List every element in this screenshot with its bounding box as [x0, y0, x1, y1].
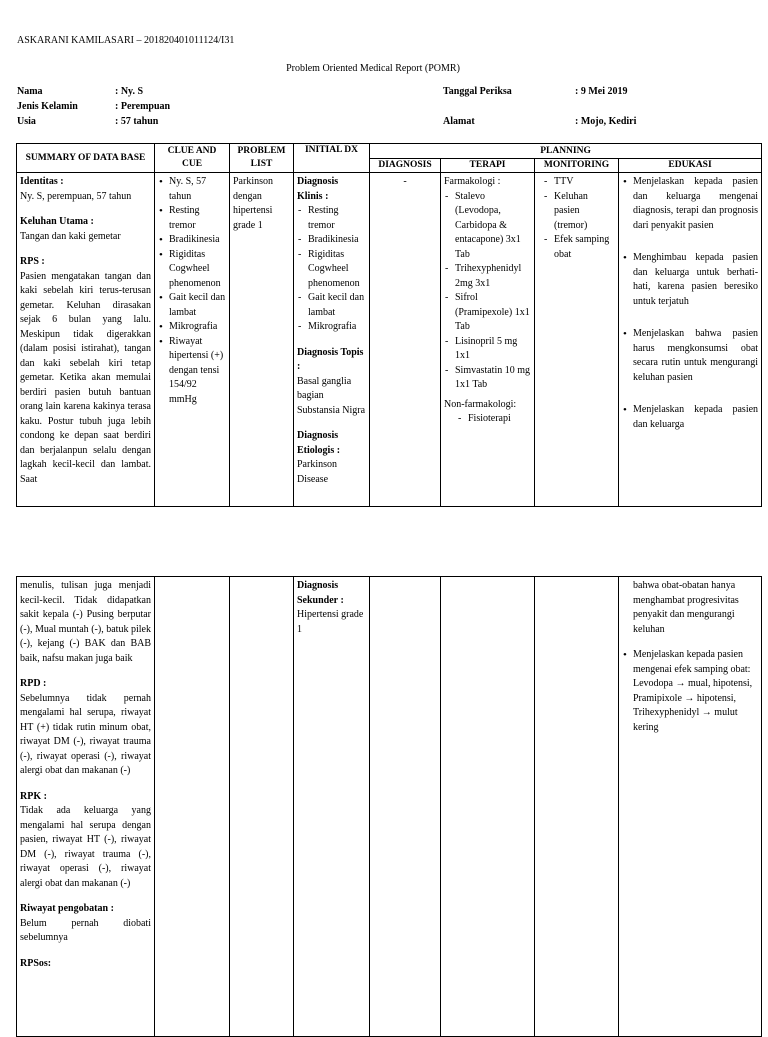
edukasi-cell-continued: [619, 577, 762, 1037]
clue-item: • Riwayat hipertensi (+) dengan tensi 154/92 mmHg: [169, 335, 226, 408]
header-summary: SUMMARY OF DATA BASE: [17, 144, 155, 173]
usia-label: Usia: [17, 116, 36, 127]
author-line: ASKARANI KAMILASARI – 201820401011124/I31: [17, 35, 235, 46]
farmakologi-label: Farmakologi :: [444, 176, 501, 187]
clue-cell-continued: [155, 577, 230, 1037]
farmakologi-item: - Stalevo (Levodopa, Carbidopa & entacapone) 3x1 Tab: [455, 190, 531, 263]
header-terapi: TERAPI: [441, 159, 535, 173]
summary-cell: [17, 173, 155, 507]
clue-item: • Rigiditas Cogwheel phenomenon: [169, 248, 226, 292]
keluhan-utama-text: Tangan dan kaki gemetar: [20, 230, 121, 242]
clue-item: • Mikrografia: [169, 320, 226, 335]
farmakologi-item: - Simvastatin 10 mg 1x1 Tab: [455, 364, 531, 393]
edukasi-item: • Menjelaskan kepada pasien dan keluarga: [633, 403, 758, 432]
summary-continued-text: menulis, tulisan juga menjadi kecil-kecil. Tidak didapatkan sakit kepala (-) Pusing berputar (-), Mual muntah (-), batuk pilek (-), kejang (-) BAK dan BAB baik, nafsu makan juga baik: [20, 580, 151, 664]
initial-dx-cell-continued: [294, 577, 370, 1037]
diagnosis-klinis-item: - Gait kecil dan lambat: [308, 291, 366, 320]
header-edukasi: EDUKASI: [619, 159, 762, 173]
clue-item: • Ny. S, 57 tahun: [169, 175, 226, 204]
edukasi-item: • Menghimbau kepada pasien dan keluarga untuk berhati-hati, karena pasien beresiko untuk terjatuh: [633, 251, 758, 309]
header-initial-dx: INITIAL DX: [294, 144, 370, 173]
monitoring-item: - Efek samping obat: [554, 233, 615, 262]
farmakologi-list: [444, 190, 531, 393]
jenis-kelamin-value: : Perempuan: [115, 101, 171, 112]
rpd-label: RPD :: [20, 678, 47, 689]
non-farmakologi-label: Non-farmakologi:: [444, 398, 517, 410]
jenis-kelamin-label: Jenis Kelamin: [17, 101, 78, 112]
pomr-table-page-1: [16, 143, 762, 507]
tanggal-periksa-label: Tanggal Periksa: [443, 86, 512, 97]
problem-text: Parkinson dengan hipertensi grade 1: [233, 176, 273, 231]
diagnosis-sekunder-label: Diagnosis Sekunder :: [297, 580, 344, 606]
diagnosis-klinis-label: Diagnosis Klinis :: [297, 176, 339, 202]
initial-dx-cell: [294, 173, 370, 507]
nama-value: : Ny. S: [115, 86, 144, 97]
rpd-text: Sebelumnya tidak pernah mengalami hal serupa, riwayat HT (+) tidak rutin minum obat, riwayat DM (-), riwayat trauma (-), riwayat operasi (-), riwayat alergi obat dan makanan (-): [20, 692, 151, 776]
problem-cell: [230, 173, 294, 507]
terapi-cell: [441, 173, 535, 507]
diagnosis-text: -: [403, 176, 407, 187]
edukasi-list-continued: [622, 648, 758, 735]
identitas-text: Ny. S, perempuan, 57 tahun: [20, 190, 132, 202]
keluhan-utama-label: Keluhan Utama :: [20, 216, 94, 227]
diagnosis-klinis-item: - Rigiditas Cogwheel phenomenon: [308, 248, 366, 292]
diagnosis-topis-text: Basal ganglia bagian Substansia Nigra: [297, 375, 366, 416]
rpsos-label: RPSos:: [20, 957, 52, 969]
terapi-cell-continued: [441, 577, 535, 1037]
diagnosis-etiologis-text: Parkinson Disease: [297, 459, 337, 485]
clue-item: • Bradikinesia: [169, 233, 226, 248]
riwayat-pengobatan-label: Riwayat pengobatan :: [20, 903, 114, 914]
diagnosis-cell: [370, 173, 441, 507]
rps-text: Pasien mengatakan tangan dan kaki sebelah kiri terus-terusan gemetar. Keluhan dirasakan sejak 6 bulan yang lalu. Meskipun tidak digerakkan (dalam posisi istirahat), tangan dan kaki sebelah kiri tetap gemetar. Ketika akan memulai berdiri pasien butuh bantuan orang lain karena kakinya terasa kaku. Postur tubuh juga lebih condong ke depan saat berdiri dan berjalanpun selalu dengan lagkah kecil-kecil dan lambat. Saat: [20, 270, 151, 485]
clue-item: • Resting tremor: [169, 204, 226, 233]
monitoring-item: - Keluhan pasien (tremor): [554, 190, 615, 234]
edukasi-continued-text: bahwa obat-obatan hanya menghambat progresivitas penyakit dan mengurangi keluhan: [633, 580, 739, 635]
tanggal-periksa-value: : 9 Mei 2019: [575, 86, 628, 97]
rpk-text: Tidak ada keluarga yang mengalami hal serupa dengan pasien, riwayat HT (-), riwayat DM (-), riwayat trauma (-), riwayat operasi (-), riwayat alergi obat dan makanan (-): [20, 805, 151, 889]
clue-list: [158, 175, 226, 407]
edukasi-cell: [619, 173, 762, 507]
farmakologi-item: - Trihexyphenidyl 2mg 3x1: [455, 262, 531, 291]
diagnosis-klinis-item: - Mikrografia: [308, 320, 366, 335]
non-farmakologi-item: - Fisioterapi: [468, 412, 531, 427]
edukasi-item: • Menjelaskan bahwa pasien harus mengkonsumsi obat secara rutin untuk mengurangi keluhan pasien: [633, 327, 758, 385]
edukasi-item: • Menjelaskan kepada pasien dan keluarga mengenai diagnosis, terapi dan prognosis dari penyakit pasien: [633, 175, 758, 233]
farmakologi-item: - Sifrol (Pramipexole) 1x1 Tab: [455, 291, 531, 335]
clue-item: • Gait kecil dan lambat: [169, 291, 226, 320]
usia-value: : 57 tahun: [115, 116, 159, 127]
non-farmakologi-list: [444, 412, 531, 427]
identitas-label: Identitas :: [20, 176, 64, 187]
diagnosis-cell-continued: [370, 577, 441, 1037]
riwayat-pengobatan-text: Belum pernah diobati sebelumnya: [20, 917, 151, 943]
pomr-table-page-2: [16, 576, 762, 1037]
rps-label: RPS :: [20, 256, 45, 267]
alamat-value: : Mojo, Kediri: [575, 116, 637, 127]
header-planning: PLANNING: [370, 144, 762, 159]
monitoring-item: - TTV: [554, 175, 615, 190]
farmakologi-item: - Lisinopril 5 mg 1x1: [455, 335, 531, 364]
diagnosis-klinis-item: - Bradikinesia: [308, 233, 366, 248]
header-clue-and-cue: CLUE AND CUE: [155, 144, 230, 173]
efek-samping-item: Trihexyphenidyl → mulut kering: [633, 707, 738, 733]
monitoring-cell: [535, 173, 619, 507]
diagnosis-topis-label: Diagnosis Topis :: [297, 346, 364, 372]
header-diagnosis: DIAGNOSIS: [370, 159, 441, 173]
diagnosis-sekunder-text: Hipertensi grade 1: [297, 609, 364, 635]
diagnosis-klinis-list: [297, 204, 366, 335]
efek-samping-item: Pramipixole → hipotensi,: [633, 692, 737, 704]
alamat-label: Alamat: [443, 116, 475, 127]
rpk-label: RPK :: [20, 790, 47, 802]
edukasi-list: [622, 175, 758, 432]
document-title: Problem Oriented Medical Report (POMR): [286, 63, 460, 74]
edukasi-item: [633, 648, 758, 735]
efek-samping-list: [633, 677, 758, 735]
clue-cell: [155, 173, 230, 507]
monitoring-list: [538, 175, 615, 262]
edukasi-efek-samping-text: Menjelaskan kepada pasien mengenai efek samping obat:: [633, 649, 751, 675]
diagnosis-etiologis-label: Diagnosis Etiologis :: [297, 430, 341, 456]
diagnosis-klinis-item: - Resting tremor: [308, 204, 366, 233]
header-problem-list: PROBLEM LIST: [230, 144, 294, 173]
header-monitoring: MONITORING: [535, 159, 619, 173]
nama-label: Nama: [17, 86, 43, 97]
problem-cell-continued: [230, 577, 294, 1037]
summary-cell-continued: [17, 577, 155, 1037]
monitoring-cell-continued: [535, 577, 619, 1037]
efek-samping-item: Levodopa → mual, hipotensi,: [633, 678, 753, 689]
